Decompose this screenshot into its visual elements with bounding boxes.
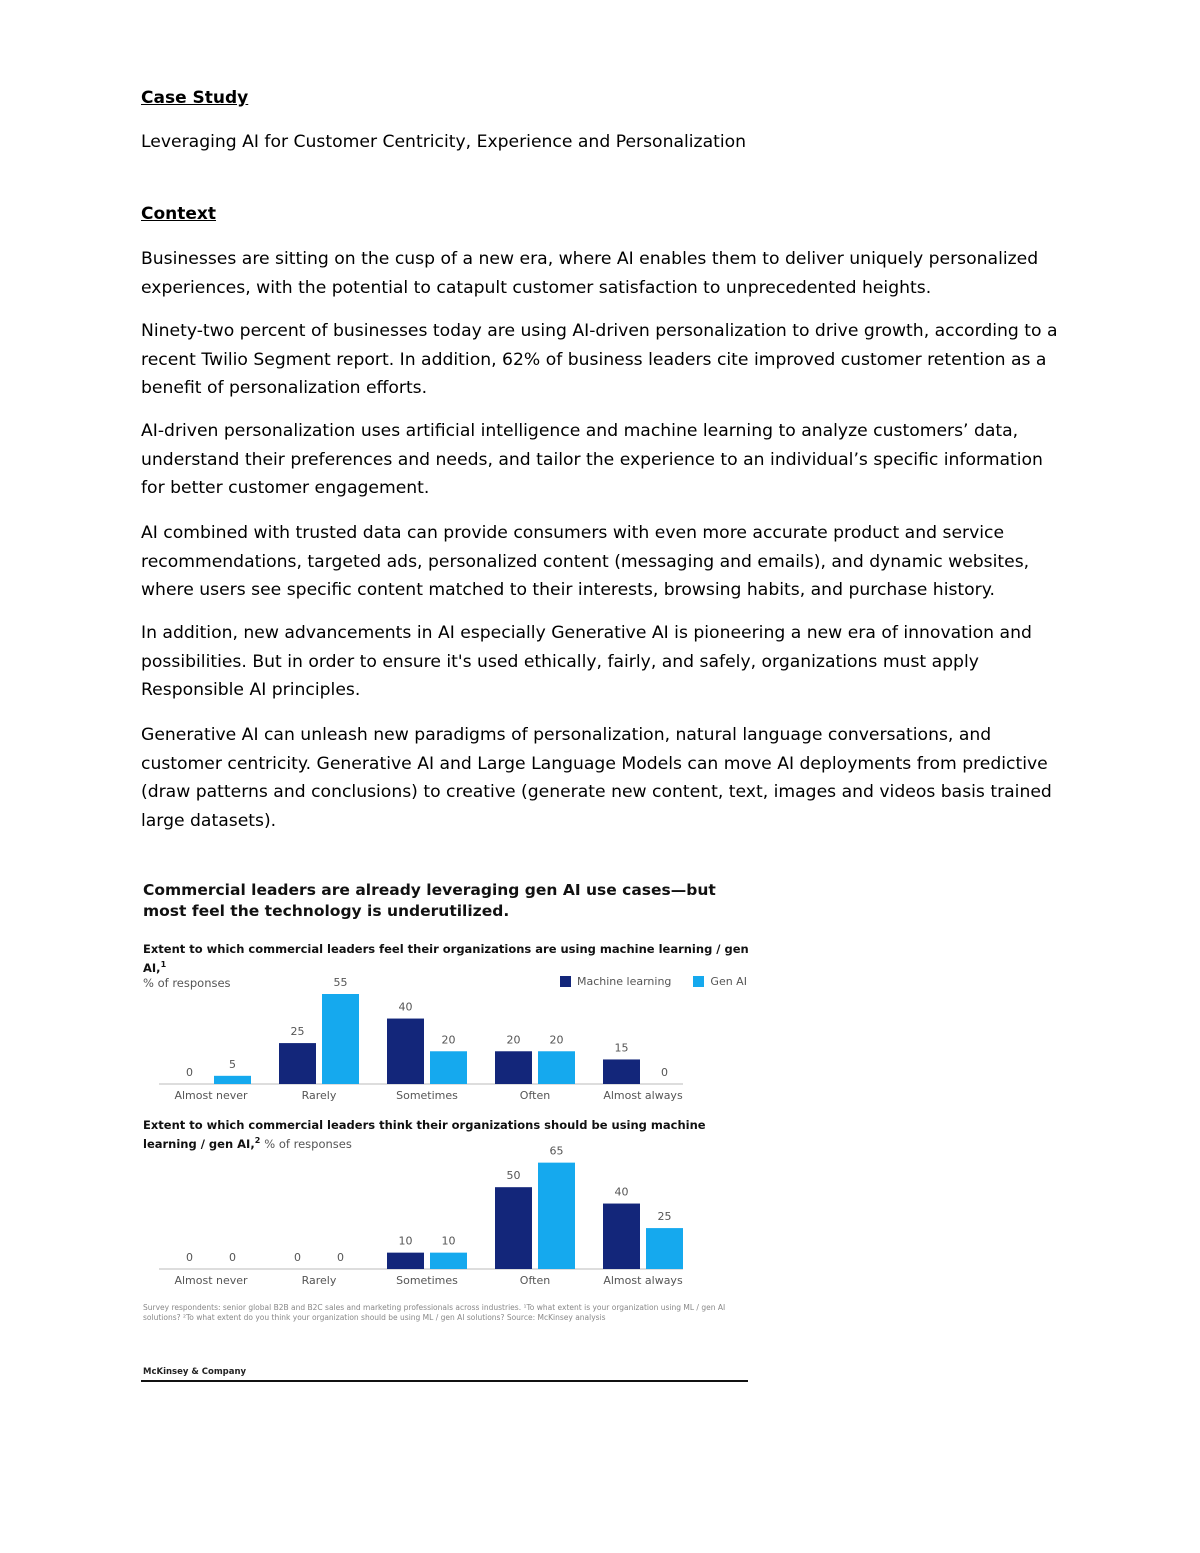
- chart-1-category-label: Rarely: [301, 1089, 337, 1102]
- chart-1-bar-machine-learning-almost-always: [603, 1059, 640, 1084]
- chart-2-data-label-machine-learning-often: 50: [506, 1169, 521, 1183]
- chart-2-data-label-gen-ai-sometimes: 10: [441, 1234, 456, 1248]
- chart-1-data-label-gen-ai-almost-always: 0: [661, 1066, 668, 1079]
- chart-1-bar-machine-learning-rarely: [279, 1043, 316, 1084]
- chart-1-bar-machine-learning-sometimes: [387, 1019, 424, 1084]
- chart-2-bar-machine-learning-often: [495, 1187, 532, 1269]
- paragraph-2: Ninety-two percent of businesses today are using AI-driven personalization to drive growth, according to a recent Twilio Segment report. In addition, 62% of business leaders cite improved customer retention as a benefit of personalization efforts.: [141, 321, 1058, 398]
- chart-2-unit: % of responses: [264, 1136, 352, 1151]
- chart-1-category-label: Often: [519, 1089, 551, 1102]
- chart-1-bar-machine-learning-often: [495, 1051, 532, 1084]
- chart-1-data-label-machine-learning-rarely: 25: [290, 1025, 305, 1039]
- chart-2-data-label-machine-learning-almost-never: 0: [186, 1251, 193, 1264]
- chart-2-bar-machine-learning-sometimes: [387, 1253, 424, 1269]
- chart-1-bar-gen-ai-rarely: [322, 994, 359, 1084]
- chart-2-data-label-gen-ai-almost-always: 25: [657, 1210, 672, 1224]
- chart-2-bar-gen-ai-almost-always: [646, 1228, 683, 1269]
- mckinsey-logo-text: McKinsey & Company: [143, 1367, 247, 1377]
- chart-1-data-label-gen-ai-rarely: 55: [333, 976, 348, 989]
- chart-2-category-label: Almost never: [174, 1274, 248, 1287]
- paragraph-3: AI-driven personalization uses artificial intelligence and machine learning to analyze customers’ data, understand their preferences and needs, and tailor the experience to an individual’s specific information for better customer engagement.: [141, 421, 1043, 498]
- chart-1-category-label: Almost always: [603, 1089, 683, 1102]
- chart-2-data-label-gen-ai-often: 65: [549, 1145, 564, 1158]
- chart-2-category-label: Almost always: [603, 1274, 683, 1287]
- chart-2-data-label-machine-learning-almost-always: 40: [614, 1185, 629, 1199]
- figure-notes: Survey respondents: senior global B2B and B2C sales and marketing professionals across industries. ¹To what extent is your organization using ML / gen AI solutions? ²To what extent do you think your organization should be using ML / gen AI solutions? Source: McKinsey analysis: [143, 1303, 726, 1322]
- case-study-heading: Case Study: [141, 88, 249, 108]
- chart-2-category-label: Sometimes: [396, 1274, 458, 1287]
- paragraph-4: AI combined with trusted data can provide consumers with even more accurate product and service recommendations, targeted ads, personalized content (messaging and emails), and dynamic websites, where users see specific content matched to their interests, browsing habits, and purchase history.: [141, 523, 1030, 600]
- document-subtitle: Leveraging AI for Customer Centricity, Experience and Personalization: [141, 132, 747, 152]
- figure-bottom-rule: [141, 1380, 748, 1382]
- chart-1-bar-gen-ai-almost-never: [214, 1076, 251, 1084]
- legend-label-gen-ai: Gen AI: [710, 975, 747, 988]
- chart-2-svg: [141, 1145, 701, 1290]
- chart-1-title-text: Extent to which commercial leaders feel their organizations are using machine learning / gen AI,: [143, 942, 749, 975]
- chart-2-bar-gen-ai-sometimes: [430, 1253, 467, 1269]
- legend-label-machine-learning: Machine learning: [577, 975, 672, 988]
- paragraph-1: Businesses are sitting on the cusp of a new era, where AI enables them to deliver uniquely personalized experiences, with the potential to catapult customer satisfaction to unprecedented heights.: [141, 249, 1039, 298]
- chart-1-title-note: 1: [160, 960, 167, 969]
- chart-2-data-label-machine-learning-rarely: 0: [294, 1251, 301, 1264]
- chart-1-unit: % of responses: [143, 975, 231, 990]
- chart-1-svg: [141, 975, 701, 1105]
- chart-2-category-label: Often: [519, 1274, 551, 1287]
- chart-1-data-label-gen-ai-sometimes: 20: [441, 1033, 456, 1047]
- figure-title: Commercial leaders are already leveraging gen AI use cases—but most feel the technology is underutilized.: [143, 881, 716, 920]
- chart-1-data-label-machine-learning-almost-always: 15: [614, 1041, 629, 1055]
- chart-1-category-label: Almost never: [174, 1089, 248, 1102]
- chart-2-bar-gen-ai-often: [538, 1163, 575, 1269]
- paragraph-6: Generative AI can unleash new paradigms of personalization, natural language conversations, and customer centricity. Generative AI and Large Language Models can move AI deployments from predictive (draw patterns and conclusions) to creative (generate new content, text, images and videos basis trained large datasets).: [141, 725, 1052, 831]
- chart-2-title-text: Extent to which commercial leaders think their organizations should be using machine learning / gen AI,: [143, 1118, 706, 1151]
- chart-2-title-note: 2: [254, 1136, 261, 1145]
- chart-1-category-label: Sometimes: [396, 1089, 458, 1102]
- chart-1-data-label-gen-ai-almost-never: 5: [229, 1057, 236, 1071]
- chart-2-data-label-gen-ai-rarely: 0: [337, 1251, 344, 1264]
- context-heading: Context: [141, 204, 217, 224]
- paragraph-5: In addition, new advancements in AI especially Generative AI is pioneering a new era of innovation and possibilities. But in order to ensure it's used ethically, fairly, and safely, organizations must apply Responsible AI principles.: [141, 623, 1032, 700]
- chart-1-bar-gen-ai-often: [538, 1051, 575, 1084]
- chart-1-data-label-machine-learning-almost-never: 0: [186, 1066, 193, 1079]
- chart-1-data-label-machine-learning-sometimes: 40: [398, 1000, 413, 1014]
- chart-2-category-label: Rarely: [301, 1274, 337, 1287]
- chart-2-bar-machine-learning-almost-always: [603, 1204, 640, 1269]
- chart-1-bar-gen-ai-sometimes: [430, 1051, 467, 1084]
- chart-1-data-label-machine-learning-often: 20: [506, 1033, 521, 1047]
- chart-2-data-label-gen-ai-almost-never: 0: [229, 1251, 236, 1264]
- chart-2-data-label-machine-learning-sometimes: 10: [398, 1234, 413, 1248]
- chart-1-data-label-gen-ai-often: 20: [549, 1033, 564, 1047]
